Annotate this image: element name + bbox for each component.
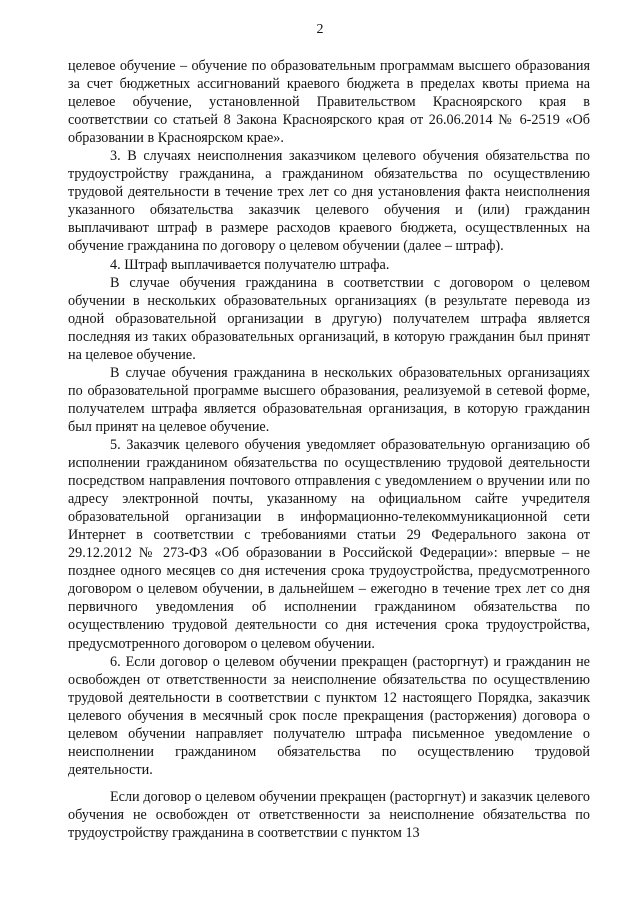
paragraph-3: 3. В случаях неисполнения заказчиком целевого обучения обязательства по трудоустройству гражданина, а гражданином обязательства по осуществлению трудовой деятельности в течение трех лет со дня установления факта неисполнения указанного обязательства заказчик целевого обучения и (или) гражданин выплачивают штраф в размере расходов краевого бюджета, осуществленных на обучение гражданина по договору о целевом обучении (далее – штраф).: [68, 148, 590, 255]
paragraph-definition-continuation: целевое обучение – обучение по образовательным программам высшего образования за счет бюджетных ассигнований краевого бюджета в пределах квоты приема на целевое обучение, установленной Правительством Красноярского края в соответствии со статьей 8 Закона Красноярского края от 26.06.2014 № 6-2519 «Об образовании в Красноярском крае».: [68, 58, 590, 147]
paragraph-6: 6. Если договор о целевом обучении прекращен (расторгнут) и гражданин не освобожден от ответственности за неисполнение обязательства по осуществлению трудовой деятельности в соответствии с пунктом 12 настоящего Порядка, заказчик целевого обучения в месячный срок после прекращения (расторжения) договора о целевом обучении направляет получателю штрафа письменное уведомление о неисполнении гражданином обязательства по осуществлению трудовой деятельности.: [68, 653, 590, 778]
page-number: 2: [316, 22, 324, 37]
paragraph-4-transfer-case: В случае обучения гражданина в соответствии с договором о целевом обучении в нескольких образовательных организациях (в результате перевода из одной образовательной организации в другую) получателем штрафа является последняя из таких образовательных организаций, в которую гражданин был принят на целевое обучение.: [68, 274, 590, 363]
paragraph-4-network-case: В случае обучения гражданина в нескольких образовательных организациях по образовательной программе высшего образования, реализуемой в сетевой форме, получателем штрафа является образовательная организация, в которую гражданин был принят на целевое обучение.: [68, 364, 590, 435]
paragraph-5: 5. Заказчик целевого обучения уведомляет образовательную организацию об исполнении гражданином обязательства по осуществлению трудовой деятельности посредством направления почтового отправления с уведомлением о вручении или по адресу электронной почты, указанному на официальном сайте учредителя образовательной организации в информационно-телекоммуникационной сети Интернет в соответствии с требованиями статьи 29 Федерального закона от 29.12.2012 № 273-ФЗ «Об образовании в Российской Федерации»: впервые – не позднее одного месяцев со дня истечения срока трудоустройства, предусмотренного договором о целевом обучении, в дальнейшем – ежегодно в течение трех лет со дня первичного уведомления об исполнении гражданином обязательства по осуществлению трудовой деятельности со дня истечения срока трудоустройства, предусмотренного договором о целевом обучении.: [68, 436, 590, 652]
document-body: [68, 57, 590, 842]
paragraph-4: 4. Штраф выплачивается получателю штрафа.: [110, 256, 390, 273]
paragraph-6-customer-case: Если договор о целевом обучении прекращен (расторгнут) и заказчик целевого обучения не освобожден от ответственности за неисполнение обязательства по трудоустройству гражданина в соответствии с пунктом 13: [68, 788, 590, 841]
